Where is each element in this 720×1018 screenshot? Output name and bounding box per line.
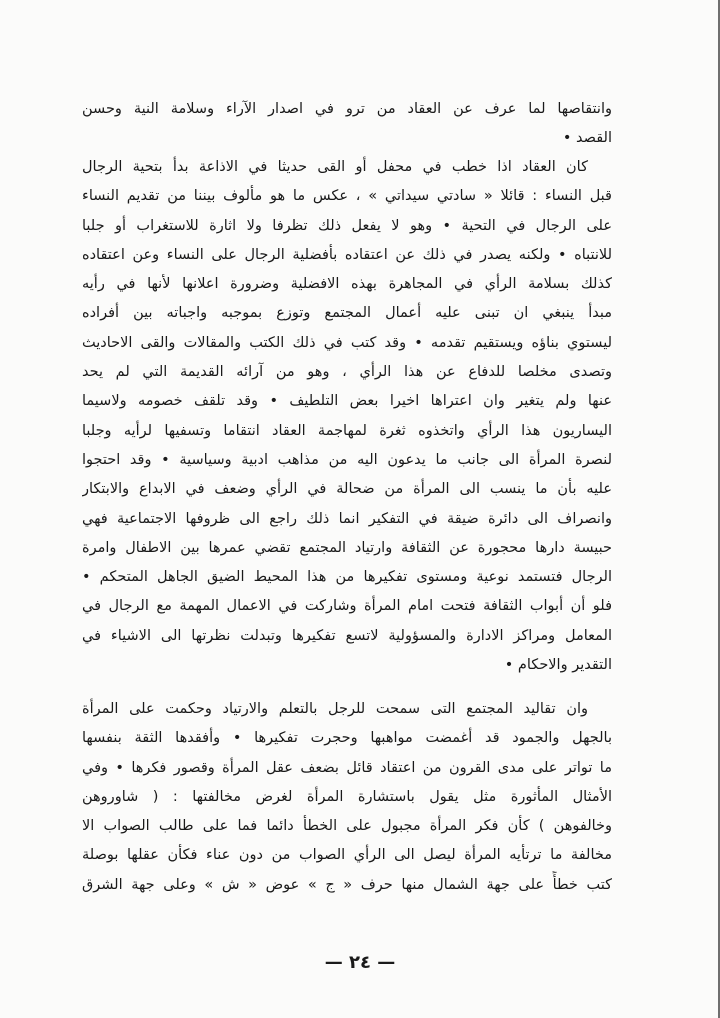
text-line: اليساريون هذا الرأي واتخذوه ثغرة لمهاجمة العقاد انتقاما وتسفيها لرأيه وجلبا xyxy=(82,422,612,439)
text-line: وتصدى مخلصا للدفاع عن هذا الرأي ، وهو من آرائه القديمة التي لم يحد xyxy=(82,364,612,381)
text-line: كذلك بسلامة الرأي في المجاهرة بهذه الافضلية وضرورة اعلانها لأنها في رأيه xyxy=(82,276,612,293)
text-line: كتب خطأً على جهة الشمال منها حرف « ج » عوض « ش » وعلى جهة الشرق xyxy=(82,876,612,893)
text-line: وان تقاليد المجتمع التى سمحت للرجل بالتعلم والارتياد وحكمت على المرأة xyxy=(82,701,588,717)
text-line: مبدأ ينبغي ان تبنى عليه أعمال المجتمع وتوزع بموجبه واجباته بين أفراده xyxy=(82,305,612,322)
paragraph-1 xyxy=(82,95,612,154)
text-line: للانتباه • ولكنه يصدر في ذلك عن اعتقاده بأفضلية الرجال على النساء وعن اعتقاده xyxy=(82,246,612,263)
text-line: قبل النساء : قائلا « سادتي سيداتي » ، عكس ما هو مألوف بيننا من تقديم النساء xyxy=(82,188,612,205)
text-line: عليه بأن ما ينسب الى المرأة من ضحالة في الرأي وضعف في الابداع والابتكار xyxy=(82,481,612,498)
text-line: وانتقاصها لما عرف عن العقاد من ترو في اصدار الآراء وسلامة النية وحسن xyxy=(82,101,612,117)
paragraph-3 xyxy=(82,695,612,900)
text-line: كان العقاد اذا خطب في محفل أو القى حديثا في الاذاعة بدأ بتحية الرجال xyxy=(82,159,588,175)
text-line: حبيسة دارها محجورة عن الثقافة وارتياد المجتمع تقضي عمرها بين الاطفال وامرة xyxy=(82,539,612,556)
text-line: فلو أن أبواب الثقافة فتحت امام المرأة وشاركت في الاعمال المهمة مع الرجال في xyxy=(82,598,612,615)
text-line: بالجهل والجمود قد أغمضت مواهبها وحجرت تفكيرها • وأفقدها الثقة بنفسها xyxy=(82,730,612,747)
text-line: الأمثال المأثورة مثل يقول باستشارة المرأة لغرض مخالفتها : ( شاوروهن xyxy=(82,788,612,805)
paragraph-2 xyxy=(82,153,612,680)
page-number: — ٢٤ — xyxy=(324,952,396,973)
text-line: التقدير والاحكام • xyxy=(504,657,612,674)
text-line: ما تواتر على مدى القرون من اعتقاد قائل بضعف عقل المرأة وقصور فكرها • وفي xyxy=(82,759,612,776)
text-line: ليستوي بناؤه ويستقيم تقدمه • وقد كتب في ذلك الكتب والمقالات والقى الاحاديث xyxy=(82,334,612,351)
text-line: على الرجال في التحية • وهو لا يفعل ذلك تظرفا ولا اثارة للاستغراب أو جلبا xyxy=(82,217,612,234)
text-line: المعامل ومراكز الادارة والمسؤولية لاتسع تفكيرها وتبدلت نظرتها الى الاشياء في xyxy=(82,627,612,644)
text-line: وانصراف الى دائرة ضيقة في التفكير انما ذلك راجع الى ظروفها الاجتماعية فهي xyxy=(82,510,612,527)
text-line: لنصرة المرأة الى جانب ما يدعون اليه من مذاهب ادبية وسياسية • وقد احتجوا xyxy=(82,451,612,468)
text-line: وخالفوهن ) كأن فكر المرأة مجبول على الخطأ دائما فما على طالب الصواب الا xyxy=(82,818,612,835)
text-line: عنها ولم يتغير وان اعتراها اخيرا بعض التلطيف • وقد تلقف خصومه ولاسيما xyxy=(82,393,612,410)
text-line: الرجال فتستمد نوعية ومستوى تفكيرها من هذا المحيط الضيق الجاهل المتحكم • xyxy=(82,569,612,586)
text-line: القصد • xyxy=(562,130,612,147)
text-line: مخالفة ما ترتأيه المرأة ليصل الى الرأي الصواب من دون عناء فكأن عقلها بوصلة xyxy=(82,847,612,864)
